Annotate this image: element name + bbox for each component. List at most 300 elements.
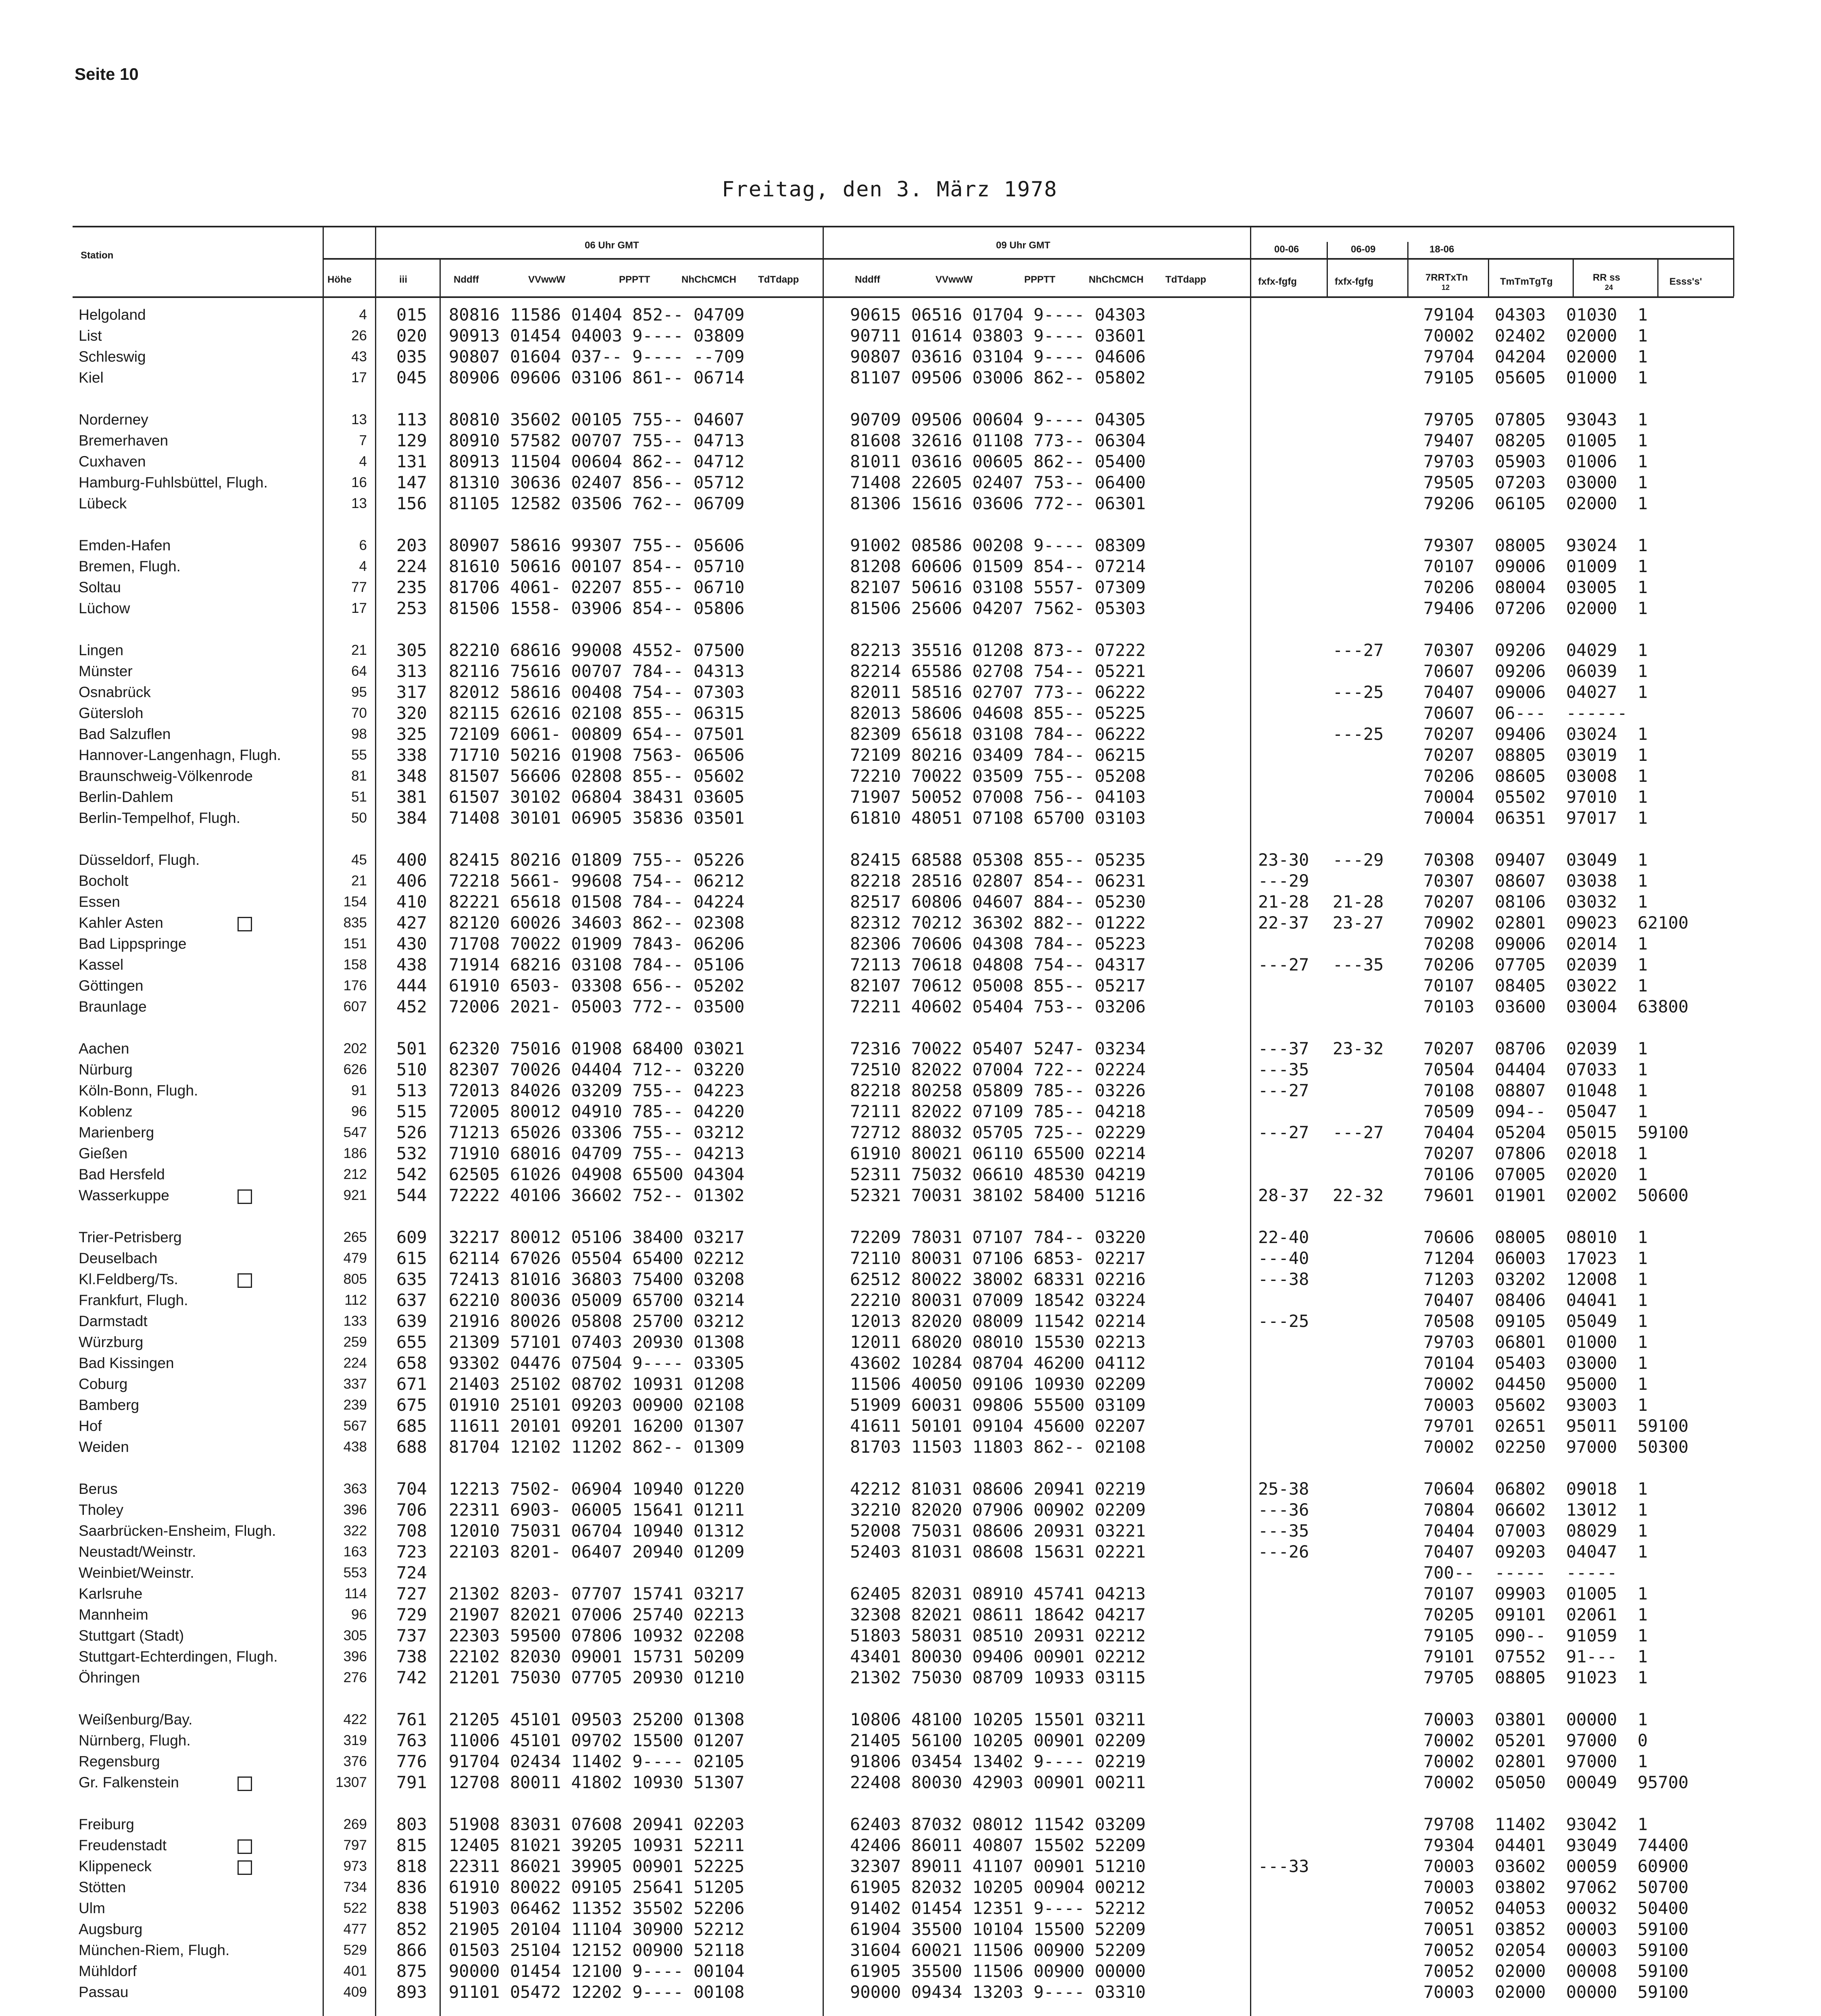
- station-index: 020: [396, 326, 427, 346]
- gust-00-06: ---38: [1258, 1269, 1309, 1289]
- obs-09-utc: 82415 68588 05308 855-- 05235: [850, 850, 1146, 870]
- gust-06-09: ---27: [1333, 640, 1384, 660]
- station-name: Ulm: [79, 1900, 105, 1916]
- obs-09-utc: 90807 03616 03104 9---- 04606: [850, 347, 1146, 367]
- summary-18-06: 70002 05201 97000 0: [1423, 1731, 1648, 1750]
- station-index: 253: [396, 598, 427, 618]
- summary-18-06: 79505 07203 03000 1: [1423, 473, 1648, 492]
- summary-18-06: 79105 090-- 91059 1: [1423, 1626, 1648, 1645]
- obs-06-utc: 21309 57101 07403 20930 01308: [449, 1332, 745, 1352]
- obs-09-utc: 72209 78031 07107 784-- 03220: [850, 1227, 1146, 1247]
- table-row: [0, 1625, 1821, 1646]
- station-name: Lübeck: [79, 495, 127, 512]
- station-index: 675: [396, 1395, 427, 1415]
- table-row: [0, 640, 1821, 661]
- station-name: Weinbiet/Weinstr.: [79, 1564, 194, 1581]
- station-index: 875: [396, 1961, 427, 1981]
- station-index: 723: [396, 1542, 427, 1562]
- station-index: 803: [396, 1814, 427, 1834]
- station-index: 609: [396, 1227, 427, 1247]
- station-name: Kiel: [79, 369, 104, 386]
- summary-18-06: 71203 03202 12008 1: [1423, 1269, 1648, 1289]
- gust-06-09: 23-27: [1333, 913, 1384, 933]
- station-name: Göttingen: [79, 977, 144, 994]
- obs-09-utc: 52008 75031 08606 20931 03221: [850, 1521, 1146, 1541]
- summary-18-06: 70052 02000 00008 59100: [1423, 1961, 1689, 1981]
- table-row: [0, 682, 1821, 703]
- obs-06-utc: 72413 81016 36803 75400 03208: [449, 1269, 745, 1289]
- obs-06-utc: 82415 80216 01809 755-- 05226: [449, 850, 745, 870]
- table-row: [0, 304, 1821, 325]
- station-name: Karlsruhe: [79, 1585, 143, 1602]
- station-index: 866: [396, 1940, 427, 1960]
- obs-09-utc: 42212 81031 08606 20941 02219: [850, 1479, 1146, 1499]
- summary-18-06: 70206 08605 03008 1: [1423, 766, 1648, 786]
- station-name: Bad Kissingen: [79, 1355, 174, 1371]
- summary-18-06: 70004 05502 97010 1: [1423, 787, 1648, 807]
- station-index: 542: [396, 1164, 427, 1184]
- obs-06-utc: 72109 6061- 00809 654-- 07501: [449, 724, 745, 744]
- table-row: [0, 1311, 1821, 1332]
- gust-00-06: ---29: [1258, 871, 1309, 891]
- station-height: 50: [351, 810, 367, 826]
- station-name: Gr. Falkenstein: [79, 1774, 179, 1791]
- table-row: [0, 430, 1821, 451]
- obs-06-utc: 82012 58616 00408 754-- 07303: [449, 682, 745, 702]
- summary-18-06: 70052 04053 00032 50400: [1423, 1898, 1689, 1918]
- table-row: [0, 1227, 1821, 1248]
- obs-09-utc: 72510 82022 07004 722-- 02224: [850, 1060, 1146, 1079]
- obs-09-utc: 12011 68020 08010 15530 02213: [850, 1332, 1146, 1352]
- summary-18-06: 70407 09203 04047 1: [1423, 1542, 1648, 1562]
- header-group-09: 09 Uhr GMT: [996, 240, 1050, 251]
- page-date: Freitag, den 3. März 1978: [722, 177, 1058, 202]
- obs-06-utc: 80913 11504 00604 862-- 04712: [449, 452, 745, 471]
- station-index: 729: [396, 1605, 427, 1624]
- station-index: 815: [396, 1835, 427, 1855]
- station-index: 224: [396, 556, 427, 576]
- station-name: Nürnberg, Flugh.: [79, 1732, 191, 1749]
- station-height: 567: [343, 1418, 367, 1434]
- station-height: 921: [343, 1187, 367, 1203]
- table-row: [0, 1164, 1821, 1185]
- obs-06-utc: 81706 4061- 02207 855-- 06710: [449, 577, 745, 597]
- obs-09-utc: 31604 60021 11506 00900 52209: [850, 1940, 1146, 1960]
- station-name: Hamburg-Fuhlsbüttel, Flugh.: [79, 474, 268, 491]
- header-iii: iii: [399, 274, 408, 285]
- station-index: 893: [396, 1982, 427, 2002]
- header-period-18-06: 18-06: [1429, 244, 1454, 255]
- table-row: [0, 1730, 1821, 1751]
- summary-18-06: 79703 05903 01006 1: [1423, 452, 1648, 471]
- obs-06-utc: 80906 09606 03106 861-- 06714: [449, 368, 745, 387]
- station-height: 522: [343, 1900, 367, 1916]
- station-height: 239: [343, 1397, 367, 1413]
- summary-18-06: 79601 01901 02002 50600: [1423, 1185, 1689, 1205]
- summary-18-06: 70606 08005 08010 1: [1423, 1227, 1648, 1247]
- table-row: [0, 535, 1821, 556]
- station-index: 544: [396, 1185, 427, 1205]
- station-height: 176: [343, 978, 367, 993]
- station-height: 422: [343, 1712, 367, 1727]
- obs-06-utc: 21302 8203- 07707 15741 03217: [449, 1584, 745, 1604]
- obs-09-utc: 82218 80258 05809 785-- 03226: [850, 1081, 1146, 1100]
- station-height: 276: [343, 1670, 367, 1685]
- summary-18-06: 70003 02000 00000 59100: [1423, 1982, 1689, 2002]
- obs-06-utc: 72222 40106 36602 752-- 01302: [449, 1185, 745, 1205]
- station-height: 805: [343, 1271, 367, 1287]
- summary-18-06: 70051 03852 00003 59100: [1423, 1919, 1689, 1939]
- obs-06-utc: 61507 30102 06804 38431 03605: [449, 787, 745, 807]
- station-height: 17: [351, 370, 367, 385]
- obs-06-utc: 90000 01454 12100 9---- 00104: [449, 1961, 745, 1981]
- table-row: [0, 1919, 1821, 1940]
- obs-09-utc: 22408 80030 42903 00901 00211: [850, 1772, 1146, 1792]
- table-row: [0, 850, 1821, 871]
- station-name: Deuselbach: [79, 1250, 158, 1266]
- mountain-station-box-icon: [238, 1776, 252, 1791]
- station-height: 529: [343, 1942, 367, 1958]
- obs-06-utc: 01910 25101 09203 00900 02108: [449, 1395, 745, 1415]
- station-height: 553: [343, 1565, 367, 1581]
- station-height: 547: [343, 1125, 367, 1140]
- obs-09-utc: 72316 70022 05407 5247- 03234: [850, 1039, 1146, 1058]
- obs-09-utc: 81011 03616 00605 862-- 05400: [850, 452, 1146, 471]
- station-index: 320: [396, 703, 427, 723]
- station-height: 376: [343, 1754, 367, 1769]
- station-index: 317: [396, 682, 427, 702]
- station-height: 305: [343, 1628, 367, 1643]
- obs-09-utc: 82107 70612 05008 855-- 05217: [850, 976, 1146, 996]
- gust-00-06: 28-37: [1258, 1185, 1309, 1205]
- station-index: 532: [396, 1143, 427, 1163]
- table-row: [0, 1856, 1821, 1877]
- station-name: Marienberg: [79, 1124, 154, 1141]
- obs-06-utc: 51908 83031 07608 20941 02203: [449, 1814, 745, 1834]
- obs-09-utc: 91806 03454 13402 9---- 02219: [850, 1752, 1146, 1771]
- summary-18-06: 79101 07552 91--- 1: [1423, 1647, 1648, 1666]
- station-name: Klippeneck: [79, 1858, 152, 1874]
- obs-06-utc: 11611 20101 09201 16200 01307: [449, 1416, 745, 1436]
- station-height: 43: [351, 349, 367, 364]
- obs-06-utc: 91704 02434 11402 9---- 02105: [449, 1752, 745, 1771]
- table-row: [0, 996, 1821, 1017]
- gust-00-06: 23-30: [1258, 850, 1309, 870]
- obs-06-utc: 21205 45101 09503 25200 01308: [449, 1710, 745, 1729]
- station-index: 635: [396, 1269, 427, 1289]
- station-index: 637: [396, 1290, 427, 1310]
- summary-18-06: 70607 09206 06039 1: [1423, 661, 1648, 681]
- station-height: 96: [351, 1607, 367, 1622]
- gust-06-09: ---25: [1333, 724, 1384, 744]
- station-name: Norderney: [79, 411, 148, 428]
- obs-09-utc: 61910 80021 06110 65500 02214: [850, 1143, 1146, 1163]
- obs-06-utc: 81310 30636 02407 856-- 05712: [449, 473, 745, 492]
- obs-06-utc: 72006 2021- 05003 772-- 03500: [449, 997, 745, 1016]
- station-height: 319: [343, 1733, 367, 1748]
- station-index: 515: [396, 1102, 427, 1121]
- table-row: [0, 1772, 1821, 1793]
- summary-18-06: 70107 09903 01005 1: [1423, 1584, 1648, 1604]
- table-row: [0, 1541, 1821, 1562]
- header-06-col-1: Nddff: [454, 274, 479, 285]
- obs-06-utc: 22303 59500 07806 10932 02208: [449, 1626, 745, 1645]
- station-height: 16: [351, 475, 367, 490]
- obs-06-utc: 81506 1558- 03906 854-- 05806: [449, 598, 745, 618]
- gust-06-09: ---29: [1333, 850, 1384, 870]
- station-name: Freiburg: [79, 1816, 134, 1833]
- station-name: Hof: [79, 1418, 102, 1434]
- station-name: Berus: [79, 1481, 118, 1497]
- table-row: [0, 1835, 1821, 1856]
- station-index: 035: [396, 347, 427, 367]
- summary-18-06: 70003 05602 93003 1: [1423, 1395, 1648, 1415]
- station-name: Aachen: [79, 1040, 129, 1057]
- table-row: [0, 325, 1821, 346]
- table-row: [0, 1814, 1821, 1835]
- summary-18-06: 71204 06003 17023 1: [1423, 1248, 1648, 1268]
- summary-18-06: 70208 09006 02014 1: [1423, 934, 1648, 954]
- summary-18-06: 70508 09105 05049 1: [1423, 1311, 1648, 1331]
- summary-18-06: 79705 08805 91023 1: [1423, 1668, 1648, 1687]
- obs-06-utc: 22102 82030 09001 15731 50209: [449, 1647, 745, 1666]
- summary-18-06: 70003 03602 00059 60900: [1423, 1856, 1689, 1876]
- station-index: 639: [396, 1311, 427, 1331]
- obs-06-utc: 22311 86021 39905 00901 52225: [449, 1856, 745, 1876]
- station-height: 133: [343, 1313, 367, 1329]
- station-height: 55: [351, 747, 367, 763]
- station-index: 763: [396, 1731, 427, 1750]
- table-row: [0, 367, 1821, 388]
- station-index: 737: [396, 1626, 427, 1645]
- table-row: [0, 787, 1821, 808]
- station-index: 704: [396, 1479, 427, 1499]
- header-period-00-06: 00-06: [1274, 244, 1299, 255]
- station-height: 17: [351, 600, 367, 616]
- station-index: 791: [396, 1772, 427, 1792]
- summary-18-06: 79704 04204 02000 1: [1423, 347, 1648, 367]
- summary-18-06: 70107 09006 01009 1: [1423, 556, 1648, 576]
- obs-09-utc: 61810 48051 07108 65700 03103: [850, 808, 1146, 828]
- obs-06-utc: 90913 01454 04003 9---- 03809: [449, 326, 745, 346]
- table-row: [0, 1709, 1821, 1730]
- table-row: [0, 1961, 1821, 1982]
- obs-06-utc: 21905 20104 11104 30900 52212: [449, 1919, 745, 1939]
- summary-18-06: 70207 08805 03019 1: [1423, 745, 1648, 765]
- station-height: 81: [351, 768, 367, 784]
- station-height: 13: [351, 496, 367, 511]
- summary-18-06: 70604 06802 09018 1: [1423, 1479, 1648, 1499]
- obs-09-utc: 43602 10284 08704 46200 04112: [850, 1353, 1146, 1373]
- gust-00-06: ---35: [1258, 1521, 1309, 1541]
- obs-09-utc: 82011 58516 02707 773-- 06222: [850, 682, 1146, 702]
- summary-18-06: 70108 08807 01048 1: [1423, 1081, 1648, 1100]
- table-row: [0, 1038, 1821, 1059]
- obs-06-utc: 80910 57582 00707 755-- 04713: [449, 431, 745, 450]
- obs-06-utc: 21916 80026 05808 25700 03212: [449, 1311, 745, 1331]
- station-index: 724: [396, 1563, 427, 1583]
- table-row: [0, 472, 1821, 493]
- station-index: 742: [396, 1668, 427, 1687]
- summary-18-06: 70002 05050 00049 95700: [1423, 1772, 1689, 1792]
- station-height: 396: [343, 1502, 367, 1518]
- station-name: Gütersloh: [79, 705, 144, 721]
- obs-09-utc: 72712 88032 05705 725-- 02229: [850, 1123, 1146, 1142]
- table-row: [0, 1646, 1821, 1667]
- station-name: Öhringen: [79, 1669, 140, 1686]
- table-row: [0, 577, 1821, 598]
- station-index: 836: [396, 1877, 427, 1897]
- station-name: Bremerhaven: [79, 432, 169, 449]
- table-row: [0, 1877, 1821, 1898]
- station-height: 6: [359, 537, 367, 553]
- obs-06-utc: 82307 70026 04404 712-- 03220: [449, 1060, 745, 1079]
- summary-18-06: 70504 04404 07033 1: [1423, 1060, 1648, 1079]
- station-name: Coburg: [79, 1376, 128, 1392]
- station-index: 438: [396, 955, 427, 975]
- table-row: [0, 598, 1821, 619]
- summary-18-06: 70002 04450 95000 1: [1423, 1374, 1648, 1394]
- station-index: 325: [396, 724, 427, 744]
- table-row: [0, 1248, 1821, 1269]
- station-name: Münster: [79, 663, 133, 679]
- station-height: 337: [343, 1376, 367, 1392]
- obs-09-utc: 21302 75030 08709 10933 03115: [850, 1668, 1146, 1687]
- obs-06-utc: 93302 04476 07504 9---- 03305: [449, 1353, 745, 1373]
- gust-06-09: 22-32: [1333, 1185, 1384, 1205]
- station-height: 21: [351, 873, 367, 889]
- obs-09-utc: 90615 06516 01704 9---- 04303: [850, 305, 1146, 325]
- obs-09-utc: 61905 35500 11506 00900 00000: [850, 1961, 1146, 1981]
- summary-18-06: 70407 08406 04041 1: [1423, 1290, 1648, 1310]
- summary-18-06: 70004 06351 97017 1: [1423, 808, 1648, 828]
- station-name: Berlin-Tempelhof, Flugh.: [79, 810, 241, 826]
- station-name: Braunschweig-Völkenrode: [79, 768, 253, 784]
- obs-09-utc: 72211 40602 05404 753-- 03206: [850, 997, 1146, 1016]
- obs-09-utc: 21405 56100 10205 00901 02209: [850, 1731, 1146, 1750]
- obs-06-utc: 61910 6503- 03308 656-- 05202: [449, 976, 745, 996]
- station-index: 526: [396, 1123, 427, 1142]
- gust-00-06: 21-28: [1258, 892, 1309, 912]
- obs-06-utc: 12213 7502- 06904 10940 01220: [449, 1479, 745, 1499]
- obs-09-utc: 81703 11503 11803 862-- 02108: [850, 1437, 1146, 1457]
- summary-18-06: 70107 08405 03022 1: [1423, 976, 1648, 996]
- station-name: Darmstadt: [79, 1313, 148, 1329]
- station-height: 224: [343, 1355, 367, 1371]
- station-height: 7: [359, 433, 367, 448]
- station-height: 45: [351, 852, 367, 868]
- station-height: 51: [351, 789, 367, 805]
- table-row: [0, 703, 1821, 724]
- station-index: 384: [396, 808, 427, 828]
- gust-00-06: 25-38: [1258, 1479, 1309, 1499]
- gust-00-06: 22-37: [1258, 913, 1309, 933]
- header-09-col-1: Nddff: [855, 274, 880, 285]
- station-height: 396: [343, 1649, 367, 1664]
- station-name: Braunlage: [79, 998, 147, 1015]
- header-09-col-3: PPPTT: [1024, 274, 1056, 285]
- station-name: Saarbrücken-Ensheim, Flugh.: [79, 1522, 276, 1539]
- station-height: 163: [343, 1544, 367, 1560]
- obs-09-utc: 82312 70212 36302 882-- 01222: [850, 913, 1146, 933]
- station-name: Schleswig: [79, 348, 146, 365]
- station-height: 626: [343, 1062, 367, 1077]
- gust-00-06: ---26: [1258, 1542, 1309, 1562]
- summary-18-06: 70902 02801 09023 62100: [1423, 913, 1689, 933]
- summary-18-06: 70206 07705 02039 1: [1423, 955, 1648, 975]
- gust-00-06: ---27: [1258, 1123, 1309, 1142]
- obs-06-utc: 71910 68016 04709 755-- 04213: [449, 1143, 745, 1163]
- table-row: [0, 912, 1821, 933]
- station-name: Soltau: [79, 579, 121, 596]
- station-index: 348: [396, 766, 427, 786]
- summary-18-06: 70207 07806 02018 1: [1423, 1143, 1648, 1163]
- obs-06-utc: 80816 11586 01404 852-- 04709: [449, 305, 745, 325]
- obs-09-utc: 62403 87032 08012 11542 03209: [850, 1814, 1146, 1834]
- table-row: [0, 1562, 1821, 1583]
- station-name: Weiden: [79, 1439, 129, 1455]
- obs-06-utc: 71213 65026 03306 755-- 03212: [449, 1123, 745, 1142]
- table-row: [0, 1269, 1821, 1290]
- station-name: Hannover-Langenhagn, Flugh.: [79, 747, 281, 763]
- summary-18-06: 70002 02402 02000 1: [1423, 326, 1648, 346]
- mountain-station-box-icon: [238, 1189, 252, 1204]
- obs-09-utc: 42406 86011 40807 15502 52209: [850, 1835, 1146, 1855]
- header-station: Station: [81, 250, 114, 261]
- gust-06-09: ---25: [1333, 682, 1384, 702]
- station-height: 973: [343, 1858, 367, 1874]
- obs-09-utc: 10806 48100 10205 15501 03211: [850, 1710, 1146, 1729]
- table-row: [0, 1751, 1821, 1772]
- station-name: List: [79, 327, 102, 344]
- obs-06-utc: 90807 01604 037-- 9---- --709: [449, 347, 745, 367]
- station-height: 409: [343, 1984, 367, 2000]
- header-06-col-5: TdTdapp: [758, 274, 799, 285]
- station-name: Mühldorf: [79, 1963, 137, 1979]
- station-index: 501: [396, 1039, 427, 1058]
- station-height: 112: [344, 1292, 367, 1308]
- table-row: [0, 1080, 1821, 1101]
- summary-18-06: 70207 09406 03024 1: [1423, 724, 1648, 744]
- station-name: Lingen: [79, 642, 124, 658]
- station-name: Gießen: [79, 1145, 128, 1162]
- obs-06-utc: 62505 61026 04908 65500 04304: [449, 1164, 745, 1184]
- station-name: Frankfurt, Flugh.: [79, 1292, 188, 1308]
- summary-18-06: 79701 02651 95011 59100: [1423, 1416, 1689, 1436]
- obs-09-utc: 90709 09506 00604 9---- 04305: [850, 410, 1146, 429]
- station-height: 186: [343, 1145, 367, 1161]
- station-index: 156: [396, 494, 427, 513]
- obs-09-utc: 52321 70031 38102 58400 51216: [850, 1185, 1146, 1205]
- obs-09-utc: 72113 70618 04808 754-- 04317: [850, 955, 1146, 975]
- station-name: München-Riem, Flugh.: [79, 1942, 230, 1958]
- station-index: 658: [396, 1353, 427, 1373]
- station-name: Würzburg: [79, 1334, 144, 1350]
- station-index: 313: [396, 661, 427, 681]
- obs-06-utc: 81105 12582 03506 762-- 06709: [449, 494, 745, 513]
- obs-06-utc: 12405 81021 39205 10931 52211: [449, 1835, 745, 1855]
- summary-18-06: 70002 02250 97000 50300: [1423, 1437, 1689, 1457]
- station-height: 607: [343, 999, 367, 1014]
- station-name: Lüchow: [79, 600, 130, 616]
- station-index: 430: [396, 934, 427, 954]
- obs-09-utc: 91402 01454 12351 9---- 52212: [850, 1898, 1146, 1918]
- table-row: [0, 954, 1821, 975]
- summary-18-06: 79407 08205 01005 1: [1423, 431, 1648, 450]
- summary-18-06: 70509 094-- 05047 1: [1423, 1102, 1648, 1121]
- station-height: 26: [351, 328, 367, 344]
- station-height: 91: [351, 1083, 367, 1098]
